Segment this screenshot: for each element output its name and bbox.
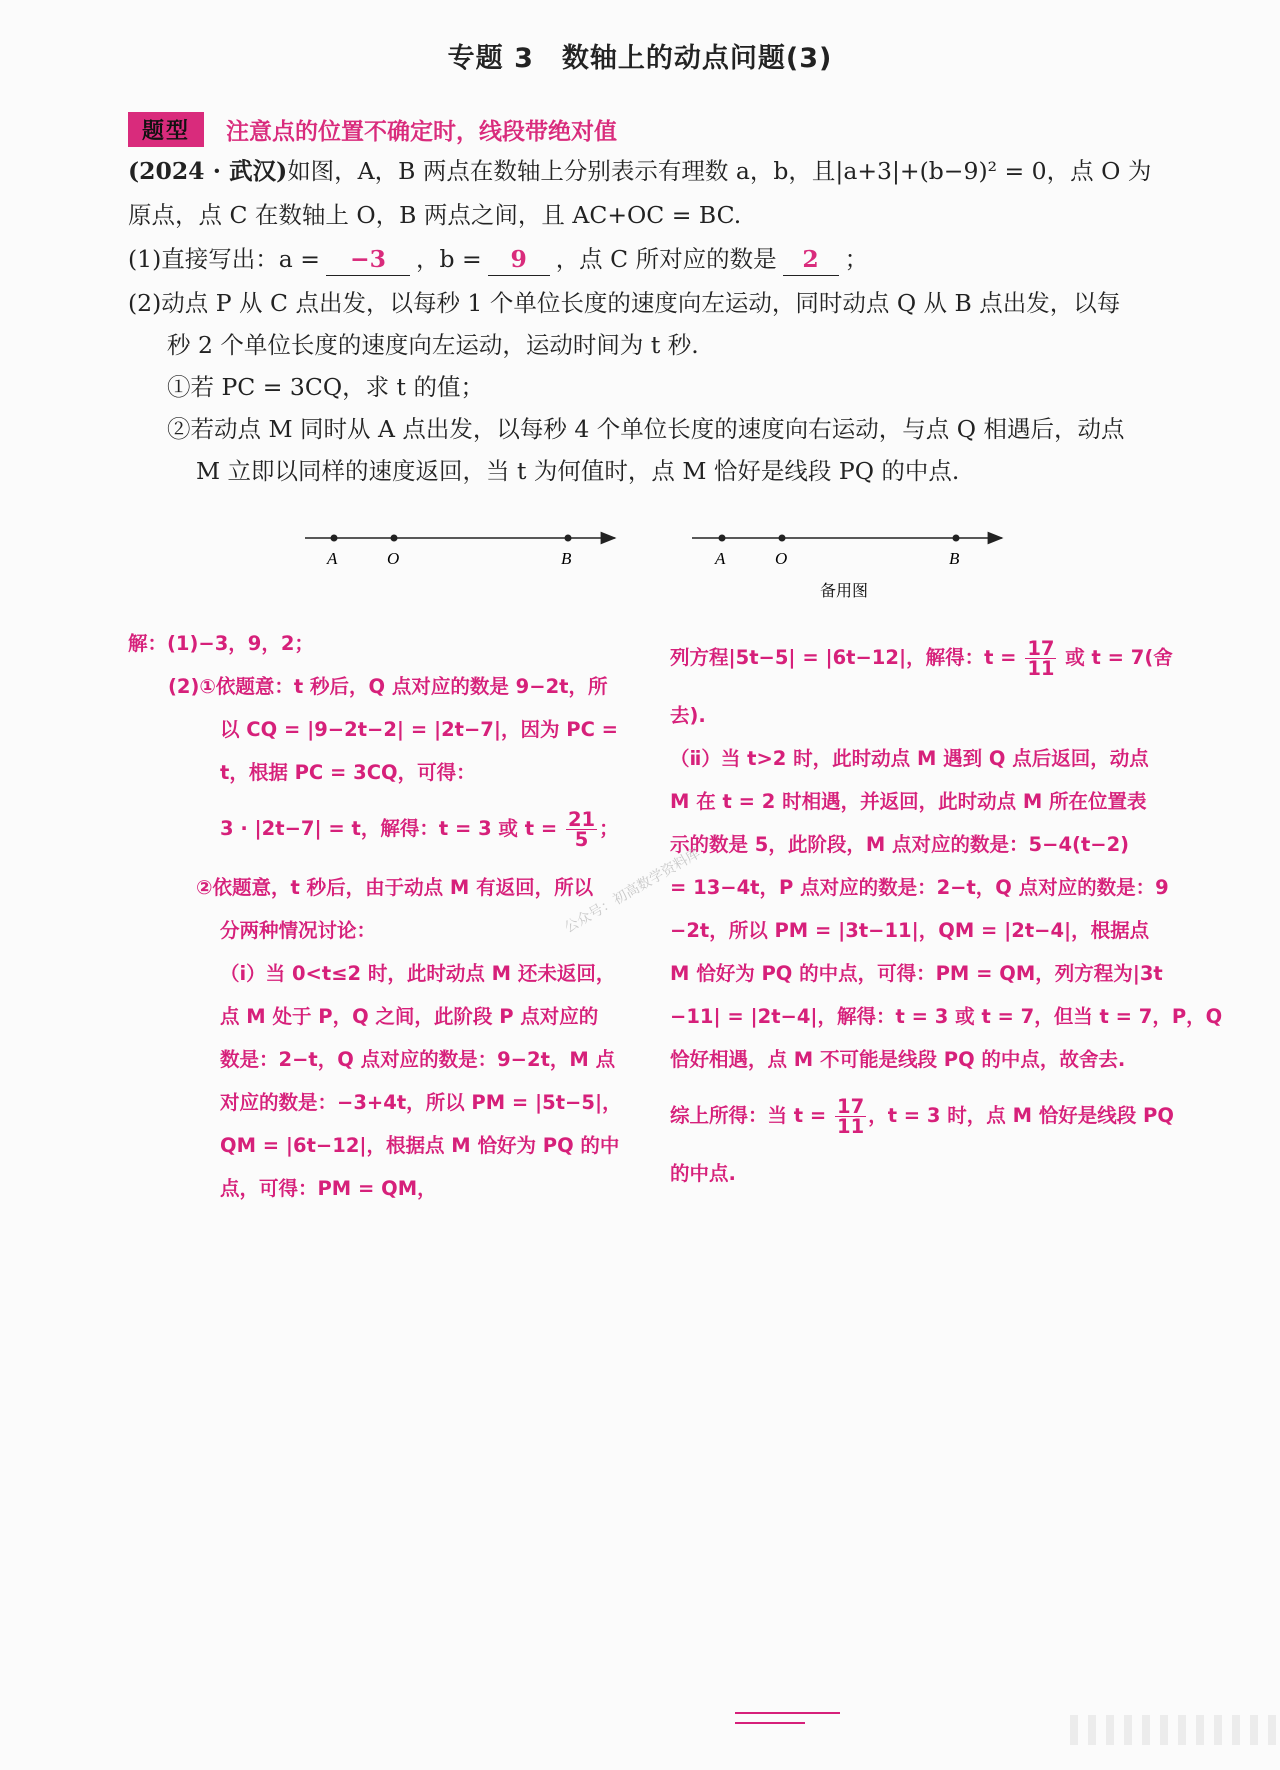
solution-left-5-text: 3 · |2t−7| = t，解得：t = 3 或 t = <box>220 817 558 840</box>
solution-right-9: −11| = |2t−4|，解得：t = 3 或 t = 7，但当 t = 7，P，Q <box>670 1005 1223 1028</box>
label-a: A <box>327 549 338 568</box>
page-title: 专题 3 数轴上的动点问题(3) <box>447 43 833 74</box>
number-line-main <box>305 535 615 569</box>
solution-left-13: 点，可得：PM = QM， <box>220 1177 437 1200</box>
number-line-backup <box>692 535 1002 601</box>
solution-right-7: −2t，所以 PM = |3t−11|，QM = |2t−4|，根据点 <box>670 919 1150 942</box>
solution-right-12: 的中点. <box>670 1162 736 1185</box>
problem-source: (2024 · 武汉) <box>128 157 288 185</box>
fraction-17-11 <box>1025 639 1056 678</box>
label-b: B <box>561 549 572 568</box>
solution-left-7: 分两种情况讨论： <box>220 919 377 942</box>
solution-left-5-end: ； <box>599 817 619 840</box>
part-1-end: ； <box>844 245 869 273</box>
solution-left-2: (2)①依题意：t 秒后，Q 点对应的数是 9−2t，所 <box>168 675 608 698</box>
solution-right-8: M 恰好为 PQ 的中点，可得：PM = QM，列方程为|3t <box>670 962 1163 985</box>
fraction-numerator: 17 <box>837 1095 865 1118</box>
backup-label-o: O <box>775 549 788 568</box>
footer-line-top <box>735 1712 840 1714</box>
fraction-denominator: 5 <box>574 828 589 851</box>
solution-right-1 <box>670 636 1173 679</box>
solution-left-11: 对应的数是：−3+4t，所以 PM = |5t−5|， <box>220 1091 622 1114</box>
solution-right-5: 示的数是 5，此阶段，M 点对应的数是：5−4(t−2) <box>670 833 1130 856</box>
solution-right-6: = 13−4t，P 点对应的数是：2−t，Q 点对应的数是：9 <box>670 876 1169 899</box>
point-o-dot <box>391 535 398 542</box>
label-o: O <box>387 549 400 568</box>
part-1-prefix: (1)直接写出：a = <box>128 245 320 273</box>
watermark: 公众号：初高数学资料库 <box>561 845 704 937</box>
figure-caption: 备用图 <box>820 581 869 600</box>
solution-right-2: 去). <box>670 704 706 727</box>
fraction-numerator: 21 <box>567 808 596 831</box>
solution-right-10: 恰好相遇，点 M 不可能是线段 PQ 的中点，故舍去. <box>670 1048 1126 1071</box>
solution-right-1-end: 或 t = 7(舍 <box>1065 646 1173 669</box>
fraction-denominator: 11 <box>837 1115 865 1138</box>
sub-question-2-line-2: M 立即以同样的速度返回，当 t 为何值时，点 M 恰好是线段 PQ 的中点. <box>196 457 960 485</box>
backup-label-b: B <box>949 549 960 568</box>
fraction-21-5 <box>566 810 597 849</box>
solution-left-9: 点 M 处于 P，Q 之间，此阶段 P 点对应的 <box>220 1005 599 1028</box>
solution-left-5 <box>220 807 619 850</box>
sub-question-1: ①若 PC = 3CQ，求 t 的值； <box>167 373 484 401</box>
backup-point-b-dot <box>953 535 960 542</box>
solution-right-11-end: ，t = 3 时，点 M 恰好是线段 PQ <box>868 1104 1174 1127</box>
backup-point-o-dot <box>779 535 786 542</box>
part-1-mid-1: ，b = <box>415 245 482 273</box>
solution-left-12: QM = |6t−12|，根据点 M 恰好为 PQ 的中 <box>220 1134 620 1157</box>
point-a-dot <box>331 535 338 542</box>
solution-right-4: M 在 t = 2 时相遇，并返回，此时动点 M 所在位置表 <box>670 790 1147 813</box>
number-line-figures <box>0 520 1280 600</box>
part-2-line-1: (2)动点 P 从 C 点出发，以每秒 1 个单位长度的速度向左运动，同时动点 Q 从 B 点出发，以每 <box>128 289 1121 317</box>
backup-point-a-dot <box>719 535 726 542</box>
solution-left-6: ②依题意，t 秒后，由于动点 M 有返回，所以 <box>196 876 594 899</box>
answer-c-blank: 2 <box>783 243 839 276</box>
fraction-denominator: 11 <box>1027 657 1055 680</box>
problem-stem-line-1 <box>128 148 1178 194</box>
answer-a-blank: −3 <box>326 243 410 276</box>
problem-stem-text-1: 如图，A，B 两点在数轴上分别表示有理数 a，b，且|a+3|+(b−9)² = 0，点 O 为 <box>287 157 1152 185</box>
solution-left-4: t，根据 PC = 3CQ，可得： <box>220 761 476 784</box>
footer-line-bottom <box>735 1722 805 1724</box>
solution-right-1-text: 列方程|5t−5| = |6t−12|，解得：t = <box>670 646 1017 669</box>
point-b-dot <box>565 535 572 542</box>
question-type-header <box>128 112 617 147</box>
part-1-mid-2: ，点 C 所对应的数是 <box>555 245 777 273</box>
solution-left-10: 数是：2−t，Q 点对应的数是：9−2t，M 点 <box>220 1048 616 1071</box>
fraction-numerator: 17 <box>1027 637 1055 660</box>
answer-b-blank: 9 <box>488 243 550 276</box>
sub-question-2-line-1: ②若动点 M 同时从 A 点出发，以每秒 4 个单位长度的速度向右运动，与点 Q 相遇后，动点 <box>167 415 1125 443</box>
solution-left-3: 以 CQ = |9−2t−2| = |2t−7|，因为 PC = <box>220 718 619 741</box>
solution-right-3: （ⅱ）当 t>2 时，此时动点 M 遇到 Q 点后返回，动点 <box>670 747 1149 770</box>
fraction-17-11-summary <box>835 1097 866 1136</box>
problem-stem-line-2: 原点，点 C 在数轴上 O，B 两点之间，且 AC+OC = BC. <box>128 201 742 229</box>
question-type-badge: 题型 <box>128 112 204 147</box>
part-1 <box>128 236 1178 282</box>
backup-label-a: A <box>715 549 726 568</box>
solution-right-11 <box>670 1094 1174 1137</box>
solution-left-8: （ⅰ）当 0<t≤2 时，此时动点 M 还未返回， <box>220 962 616 985</box>
logo-watermark <box>1070 1715 1276 1745</box>
solution-right-11-text: 综上所得：当 t = <box>670 1104 827 1127</box>
solution-left-1: 解：(1)−3，9，2； <box>128 632 314 655</box>
part-2-line-2: 秒 2 个单位长度的速度向左运动，运动时间为 t 秒. <box>167 331 699 359</box>
question-type-title: 注意点的位置不确定时，线段带绝对值 <box>226 119 618 145</box>
